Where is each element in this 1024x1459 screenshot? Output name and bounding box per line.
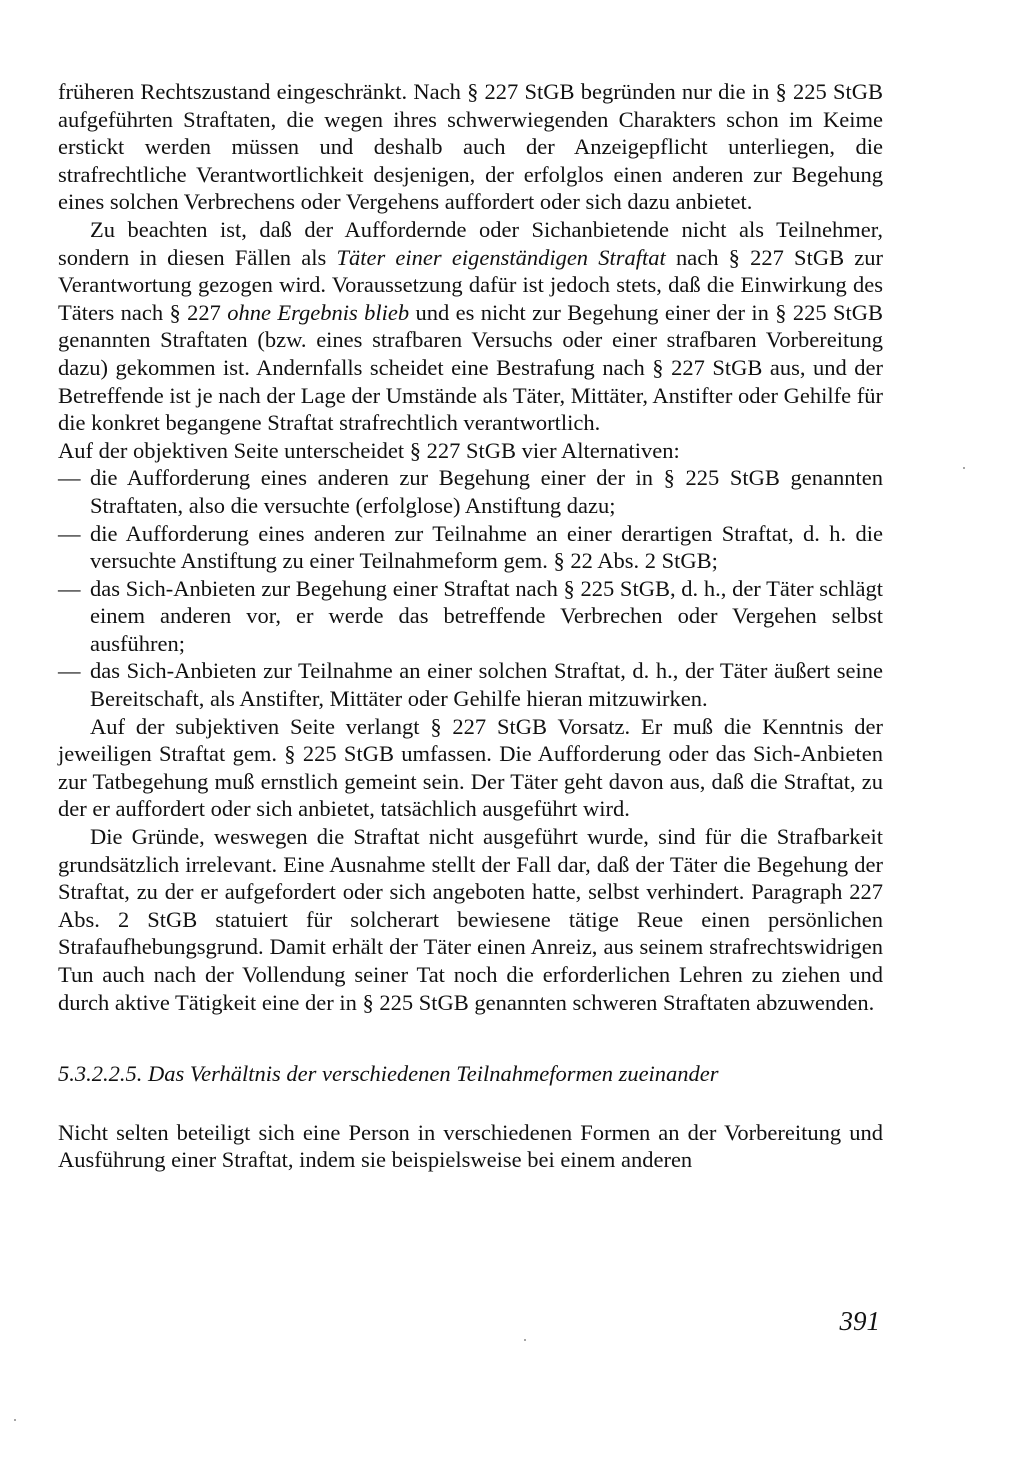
paragraph-1-text: früheren Rechtszustand eingeschränkt. Nach § 227 StGB begründen nur die in § 225 StGB aufgeführten Straftaten, die wegen ihres schwerwiegenden Charakters schon im Keime erstickt werden müssen und deshalb auch der Anzeigepflicht unterliegen, die strafrechtliche Verantwortlichkeit desjenigen, der erfolglos einen anderen zur Begehung eines solchen Verbrechens oder Vergehens auffordert oder sich dazu anbietet. [58, 79, 883, 215]
scan-speck [524, 1339, 526, 1341]
paragraph-1 [58, 78, 883, 216]
section-heading [58, 1060, 883, 1088]
alternatives-list [58, 464, 883, 712]
paragraph-5 [58, 823, 883, 1016]
list-item [58, 657, 883, 712]
paragraph-2-emphasis-2: ohne Ergebnis blieb [227, 299, 410, 325]
paragraph-5-text: Die Gründe, weswegen die Straftat nicht ausgeführt wurde, sind für die Strafbarkeit grundsätzlich irrelevant. Eine Ausnahme stellt der Fall dar, daß der Täter die Begehung der Straftat, zu der er aufgefordert oder sich angeboten hatte, selbst verhindert. Paragraph 227 Abs. 2 StGB statuiert für solcherart bewiesene tätige Reue einen persönlichen Strafaufhebungsgrund. Damit erhält der Täter einen Anreiz, aus seinem strafrechtswidrigen Tun auch nach der Vollendung seiner Tat noch die erforderlichen Lehren zu ziehen und durch aktive Tätigkeit eine der in § 225 StGB genannten schweren Straftaten abzuwenden. [58, 824, 883, 1015]
paragraph-2-text-c: und es nicht zur Begehung einer der in § 225 StGB genannten Straftaten (bzw. eines strafbaren Versuchs oder einer strafbaren Vorbereitung dazu) gekommen ist. Andernfalls scheidet eine Bestrafung nach § 227 StGB aus, und der Betreffende ist je nach der Lage der Umstände als Täter, Mittäter, Anstifter oder Gehilfe für die konkret begangene Straftat strafrechtlich verantwortlich. [58, 299, 883, 436]
section-number: 5.3.2.2.5. [58, 1061, 143, 1087]
dash-marker: — [58, 658, 81, 684]
dash-marker: — [58, 465, 81, 491]
list-item-text: das Sich-Anbieten zur Begehung einer Straftat nach § 225 StGB, d. h., der Täter schlägt einem anderen vor, er werde das betreffende Verbrechen oder Vergehen selbst ausführen; [90, 575, 883, 656]
paragraph-2-emphasis-1: Täter einer eigenständigen Straftat [336, 244, 666, 270]
list-item-text: die Aufforderung eines anderen zur Teilnahme an einer derartigen Straftat, d. h. die versuchte Anstiftung zu einer Teilnahmeform gem. § 22 Abs. 2 StGB; [90, 520, 883, 574]
alternatives-intro [58, 437, 883, 465]
scan-speck [14, 1419, 16, 1421]
scan-speck [963, 467, 965, 469]
alternatives-intro-text: Auf der objektiven Seite unterscheidet § 227 StGB vier Alternativen: [58, 437, 680, 463]
paragraph-4-text: Auf der subjektiven Seite verlangt § 227 StGB Vorsatz. Er muß die Kenntnis der jeweiligen Straftat gem. § 225 StGB umfassen. Die Aufforderung oder das Sich-Anbieten zur Tatbegehung muß ernstlich gemeint sein. Der Täter geht davon aus, daß die Straftat, zu der er auffordert oder sich anbietet, tatsächlich ausgeführt wird. [58, 713, 883, 822]
section-title: Das Verhältnis der verschiedenen Teilnahmeformen zueinander [148, 1061, 719, 1087]
paragraph-6-text: Nicht selten beteiligt sich eine Person in verschiedenen Formen an der Vorbereitung und Ausführung einer Straftat, indem sie beispielsweise bei einem anderen [58, 1119, 883, 1173]
dash-marker: — [58, 575, 81, 601]
list-item-text: das Sich-Anbieten zur Teilnahme an einer solchen Straftat, d. h., der Täter äußert seine Bereitschaft, als Anstifter, Mittäter oder Gehilfe hieran mitzuwirken. [90, 658, 883, 712]
paragraph-2-text-a: Zu beachten ist, daß der Auffordernde oder Sichanbietende nicht als Teilnehmer, sondern in diesen Fällen als [58, 216, 883, 270]
list-item-text: die Aufforderung eines anderen zur Begehung einer der in § 225 StGB genannten Straftaten, also die versuchte (erfolglose) Anstiftung dazu; [90, 465, 883, 518]
list-item [58, 464, 883, 519]
list-item [58, 575, 883, 658]
page-body [58, 78, 883, 1174]
paragraph-2-text-b: nach § 227 StGB zur Verantwortung gezogen wird. Voraussetzung dafür ist jedoch stets, daß die Einwirkung des Täters nach § 227 [58, 244, 884, 325]
paragraph-6 [58, 1119, 883, 1174]
paragraph-2 [58, 216, 883, 437]
paragraph-4 [58, 713, 883, 823]
list-item [58, 520, 883, 575]
dash-marker: — [58, 520, 81, 546]
page-number: 391 [839, 1306, 880, 1336]
